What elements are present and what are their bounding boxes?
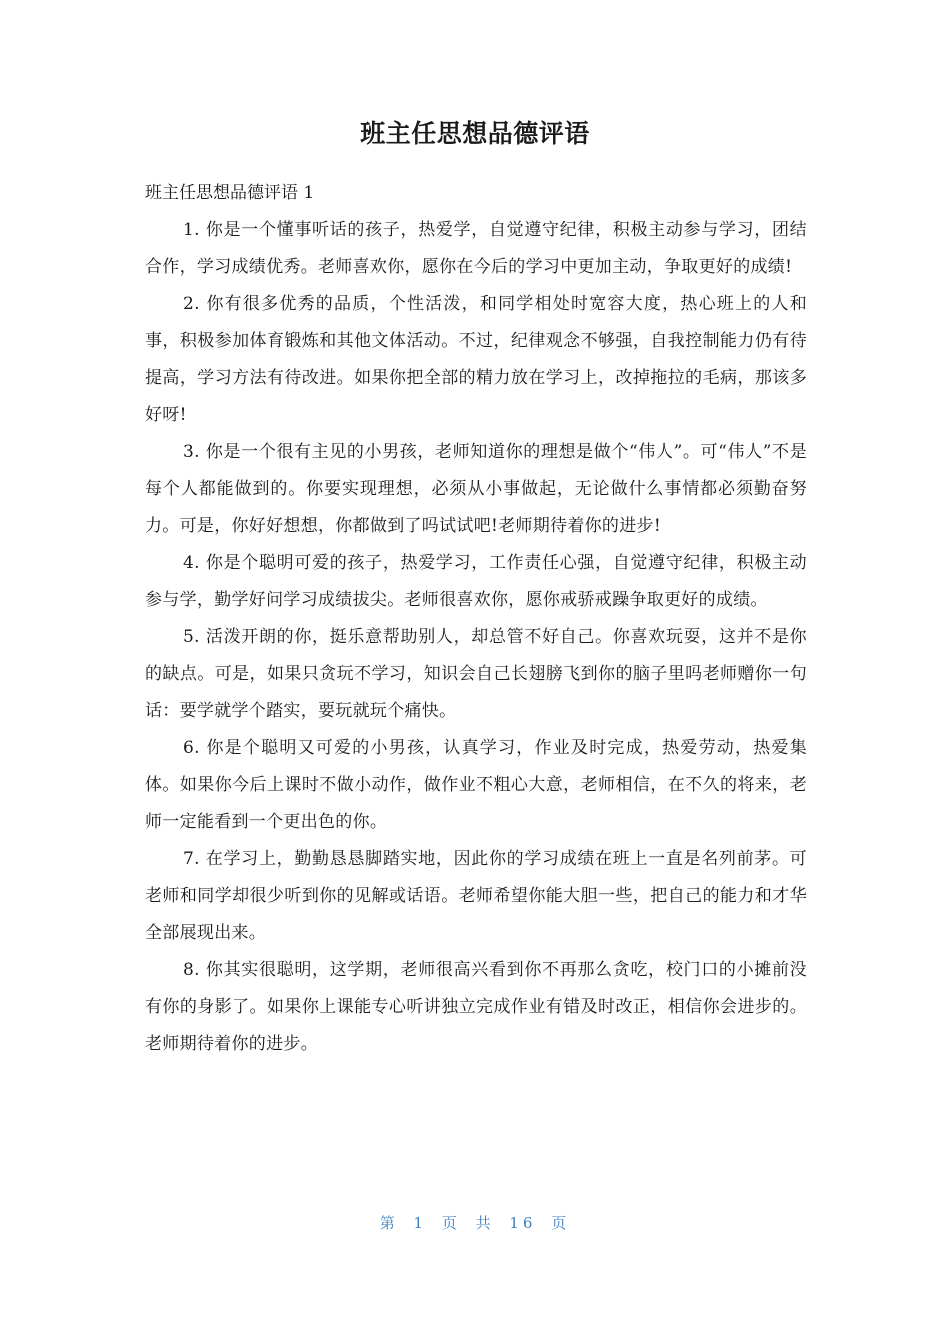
comment-item: 2. 你有很多优秀的品质，个性活泼，和同学相处时宽容大度，热心班上的人和事，积极参加体育锻炼和其他文体活动。不过，纪律观念不够强，自我控制能力仍有待提高，学习方法有待改进。如果你把全部的精力放在学习上，改掉拖拉的毛病，那该多好呀!: [145, 294, 807, 425]
comment-item: 3. 你是一个很有主见的小男孩，老师知道你的理想是做个“伟人”。可“伟人”不是每个人都能做到的。你要实现理想，必须从小事做起，无论做什么事情都必须勤奋努力。可是，你好好想想，你都做到了吗试试吧!老师期待着你的进步!: [145, 442, 807, 536]
comment-item: 5. 活泼开朗的你，挺乐意帮助别人，却总管不好自己。你喜欢玩耍，这并不是你的缺点。可是，如果只贪玩不学习，知识会自己长翅膀飞到你的脑子里吗老师赠你一句话：要学就学个踏实，要玩就玩个痛快。: [145, 627, 807, 721]
comment-item: 4. 你是个聪明可爱的孩子，热爱学习，工作责任心强，自觉遵守纪律，积极主动参与学，勤学好问学习成绩拔尖。老师很喜欢你，愿你戒骄戒躁争取更好的成绩。: [145, 553, 807, 610]
comment-item: 7. 在学习上，勤勤恳恳脚踏实地，因此你的学习成绩在班上一直是名列前茅。可老师和同学却很少听到你的见解或话语。老师希望你能大胆一些，把自己的能力和才华全部展现出来。: [145, 849, 807, 943]
comment-item: 8. 你其实很聪明，这学期，老师很高兴看到你不再那么贪吃，校门口的小摊前没有你的身影了。如果你上课能专心听讲独立完成作业有错及时改正，相信你会进步的。老师期待着你的进步。: [145, 960, 807, 1054]
document-title: 班主任思想品德评语: [360, 119, 590, 148]
comment-item: 6. 你是个聪明又可爱的小男孩，认真学习，作业及时完成，热爱劳动，热爱集体。如果你今后上课时不做小动作，做作业不粗心大意，老师相信，在不久的将来，老师一定能看到一个更出色的你。: [145, 738, 807, 832]
comment-item: 1. 你是一个懂事听话的孩子，热爱学，自觉遵守纪律，积极主动参与学习，团结合作，学习成绩优秀。老师喜欢你，愿你在今后的学习中更加主动，争取更好的成绩!: [145, 220, 807, 277]
page-number: 第 1 页 共 16 页: [379, 1214, 571, 1232]
section-heading: 班主任思想品德评语 1: [145, 183, 315, 203]
document-body: [145, 175, 807, 1063]
